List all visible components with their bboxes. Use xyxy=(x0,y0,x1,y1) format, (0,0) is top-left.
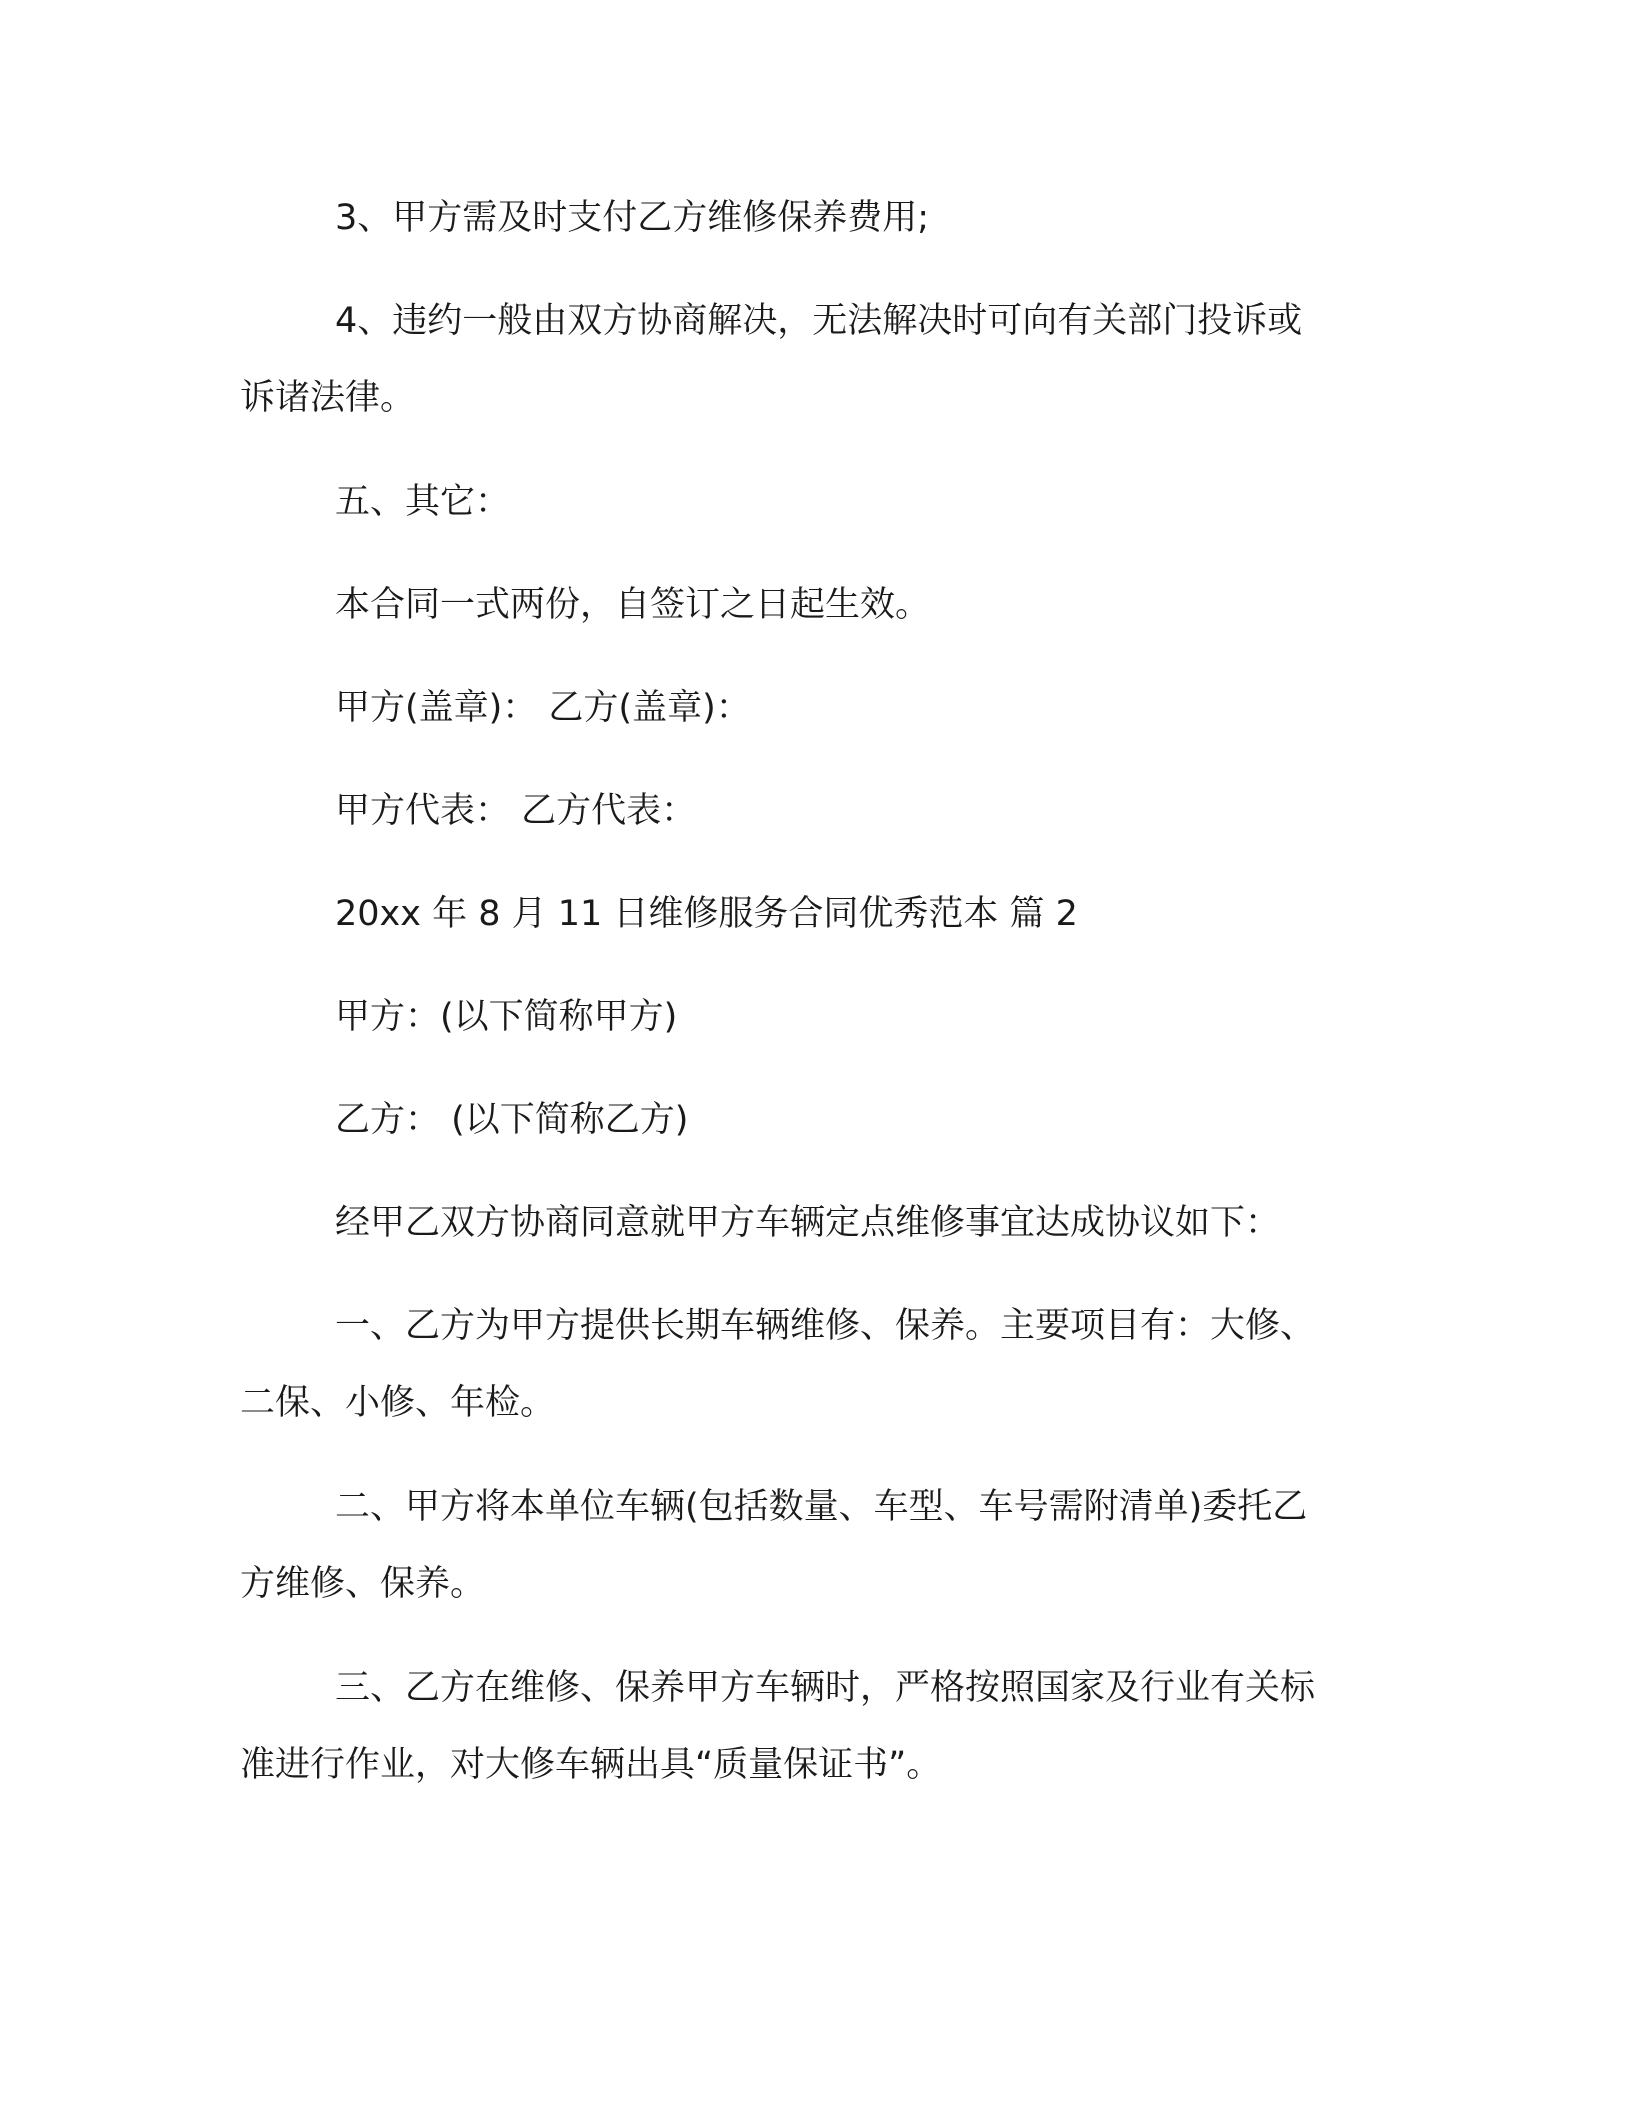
copies-clause xyxy=(240,567,1400,644)
text-line: 乙方： (以下简称乙方) xyxy=(335,1100,689,1140)
text-line: 甲方：(以下简称甲方) xyxy=(335,997,678,1037)
representative-line xyxy=(240,773,1400,850)
text-line: 4、违约一般由双方协商解决，无法解决时可向有关部门投诉或 xyxy=(335,301,1303,341)
text-line: 甲方代表： 乙方代表： xyxy=(335,791,697,831)
text-line: 本合同一式两份，自签订之日起生效。 xyxy=(335,585,931,625)
section-5-heading xyxy=(240,464,1400,541)
contract-title-date xyxy=(240,876,1400,953)
text-line: 二保、小修、年检。 xyxy=(240,1383,556,1423)
text-line: 五、其它： xyxy=(335,482,511,522)
clause-1-services xyxy=(240,1288,1400,1442)
clause-3-payment xyxy=(240,180,1400,257)
text-line: 20xx 年 8 月 11 日维修服务合同优秀范本 篇 2 xyxy=(335,894,1078,934)
text-line: 经甲乙双方协商同意就甲方车辆定点维修事宜达成协议如下： xyxy=(335,1203,1281,1243)
clause-3-standards xyxy=(240,1650,1400,1804)
agreement-intro xyxy=(240,1185,1400,1262)
seal-line xyxy=(240,670,1400,747)
clause-4-breach xyxy=(240,283,1400,437)
text-line: 诉诸法律。 xyxy=(240,378,416,418)
party-a-line xyxy=(240,979,1400,1056)
text-line: 一、乙方为甲方提供长期车辆维修、保养。主要项目有：大修、 xyxy=(335,1306,1316,1346)
text-line: 3、甲方需及时支付乙方维修保养费用; xyxy=(335,198,930,238)
text-line: 准进行作业，对大修车辆出具“质量保证书”。 xyxy=(240,1745,942,1785)
clause-2-entrust xyxy=(240,1469,1400,1623)
party-b-line xyxy=(240,1082,1400,1159)
text-line: 三、乙方在维修、保养甲方车辆时，严格按照国家及行业有关标 xyxy=(335,1668,1316,1708)
text-line: 二、甲方将本单位车辆(包括数量、车型、车号需附清单)委托乙 xyxy=(335,1487,1308,1527)
text-line: 甲方(盖章)： 乙方(盖章)： xyxy=(335,688,751,728)
text-line: 方维修、保养。 xyxy=(240,1564,486,1604)
